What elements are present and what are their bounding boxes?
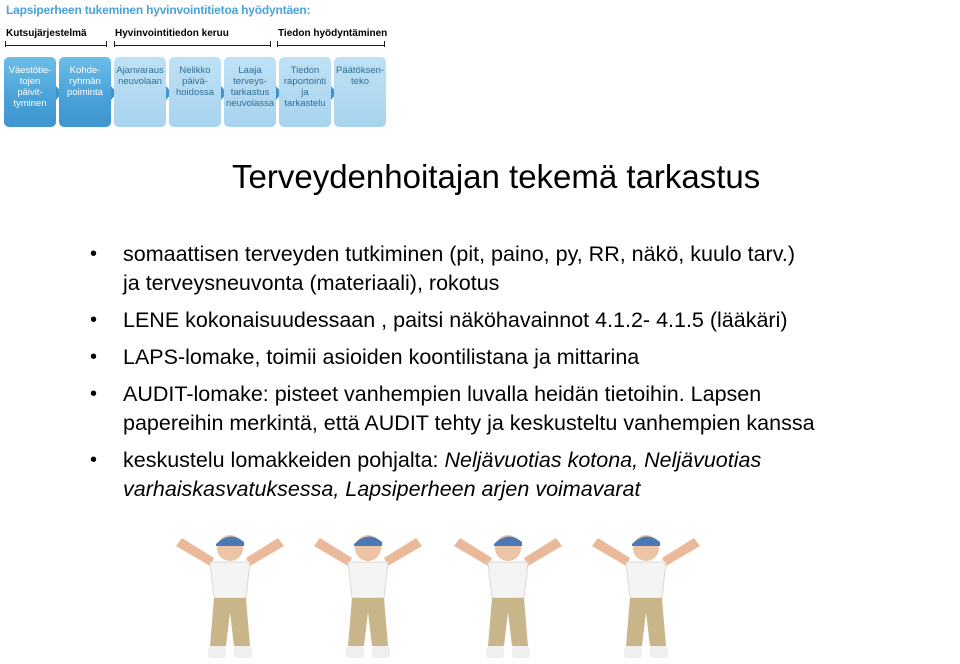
bullet-text — [123, 446, 958, 475]
child-figure-icon — [308, 528, 428, 664]
child-figure-icon — [170, 528, 290, 664]
bullet-text: papereihin merkintä, että AUDIT tehty ja keskusteltu vanhempien kanssa — [123, 411, 815, 435]
bullet-text-prefix: keskustelu lomakkeiden pohjalta: — [123, 448, 445, 472]
process-header-title: Lapsiperheen tukeminen hyvinvointitietoa hyödyntäen: — [6, 3, 311, 17]
form-name-italic: varhaiskasvatuksessa, Lapsiperheen arjen voimavarat — [123, 477, 641, 501]
children-illustration — [170, 528, 710, 664]
phase-bracket — [115, 45, 270, 46]
process-step-6: Tiedon raportointi ja tarkastelu — [279, 57, 331, 127]
process-step-1: Väestötie- tojen päivit- tyminen — [4, 57, 56, 127]
bullet-item — [90, 380, 958, 438]
child-figure-icon — [448, 528, 568, 664]
slide-title: Terveydenhoitajan tekemä tarkastus — [232, 158, 761, 195]
bullet-text: • LAPS-lomake, toimii asioiden koontilistana ja mittarina — [123, 345, 640, 369]
process-step-5: Laaja terveys- tarkastus neuvolassa — [224, 57, 276, 127]
process-step-4: Nelikko päivä- hoidossa — [169, 57, 221, 127]
form-name-italic: Neljävuotias kotona, Neljävuotias — [444, 448, 762, 472]
phase-label-tiedon-hyodyntaminen: Tiedon hyödyntäminen — [278, 28, 388, 39]
bullet-text: • somaattisen terveyden tutkiminen (pit, paino, py, RR, näkö, kuulo tarv.) — [123, 242, 795, 266]
phase-label-hyvinvointitiedon-keruu: Hyvinvointitiedon keruu — [115, 28, 229, 39]
bullet-item — [90, 240, 958, 298]
process-step-2: Kohde- ryhmän poiminta — [59, 57, 111, 127]
bullet-item — [90, 306, 958, 335]
bullet-text: • AUDIT-lomake: pisteet vanhempien luvalla heidän tietoihin. Lapsen — [123, 382, 762, 406]
phase-label-kutsujarjestelma: Kutsujärjestelmä — [6, 28, 87, 39]
bullet-text — [123, 475, 958, 504]
phase-bracket — [278, 45, 384, 46]
child-figure-icon — [586, 528, 706, 664]
bullet-list — [90, 240, 958, 512]
process-step-7: Päätöksen- teko — [334, 57, 386, 127]
bullet-text: • LENE kokonaisuudessaan , paitsi näköhavainnot 4.1.2- 4.1.5 (lääkäri) — [123, 308, 788, 332]
process-step-3: Ajanvaraus neuvolaan — [114, 57, 166, 127]
bullet-item — [90, 446, 958, 504]
bullet-item — [90, 343, 958, 372]
phase-bracket — [6, 45, 106, 46]
bullet-text: ja terveysneuvonta (materiaali), rokotus — [123, 271, 500, 295]
